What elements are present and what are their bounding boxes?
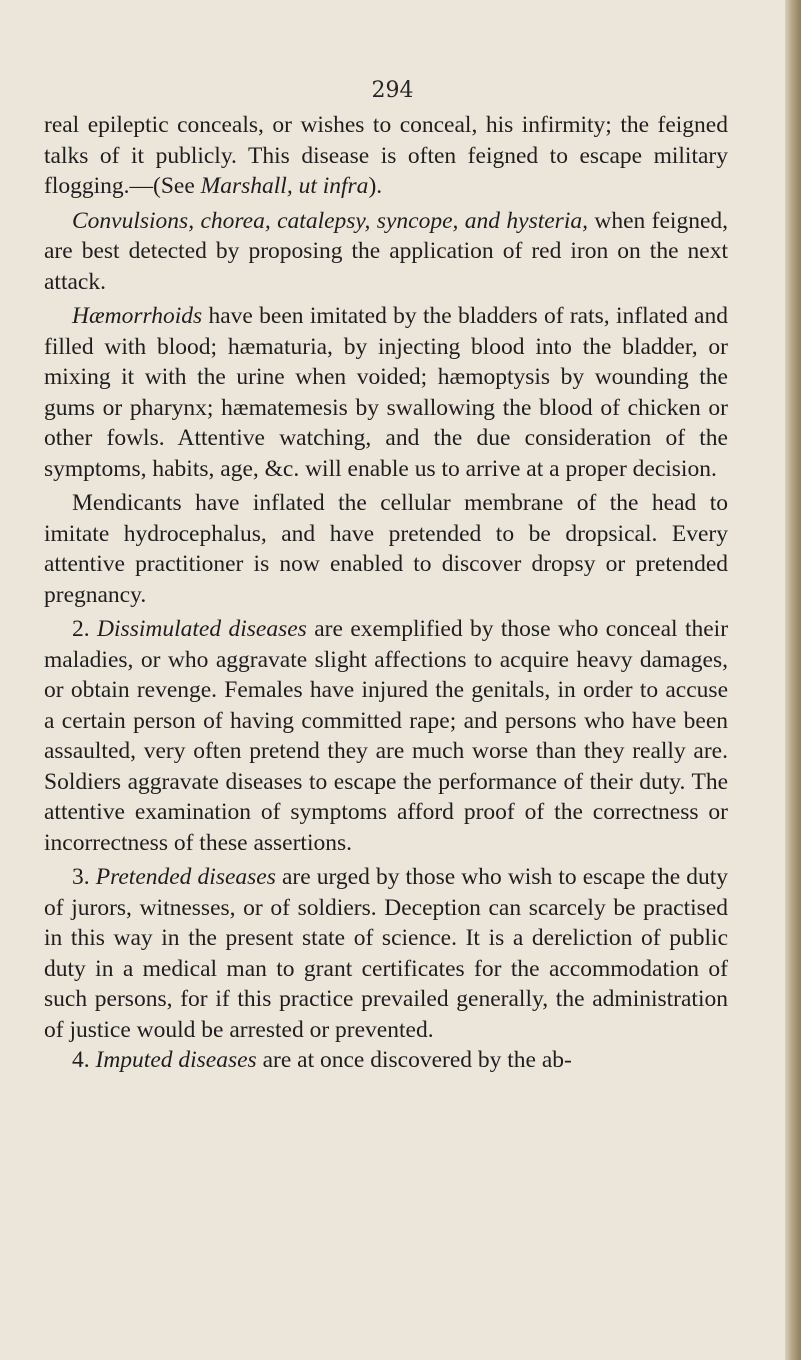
paragraph-dissimulated	[44, 614, 728, 858]
page-number: 294	[371, 78, 414, 103]
paragraph-lead: Dissimulated diseases	[97, 616, 307, 642]
paragraph-number: 3.	[72, 864, 90, 890]
paragraph-text: are urged by those who wish to escape the duty of jurors, witnesses, or of soldiers. Deception can scarcely be practised in this way in the present state of science. It is a dereliction of public duty in a medical man to grant certificates for the accommodation of such persons, for if this practice prevailed generally, the administration of justice would be arrested or prevented.	[44, 864, 729, 1043]
reference-citation: Marshall, ut infra	[200, 173, 369, 199]
paragraph-number: 4.	[72, 1047, 90, 1073]
paragraph-text: have been imitated by the bladders of rats, inflated and filled with blood; hæmaturia, by injecting blood into the bladder, or mixing it with the urine when voided; hæmoptysis by wounding the gums or pharynx; hæmatemesis by swallowing the blood of chicken or other fowls. Attentive watching, and the due consideration of the symptoms, habits, age, &c. will enable us to arrive at a proper decision.	[44, 303, 728, 482]
paragraph-mendicants	[44, 488, 728, 610]
paragraph-tail: ).	[368, 173, 383, 199]
paragraph-text: when feigned, are best detected by proposing the application of red iron on the next attack.	[44, 207, 728, 295]
paragraph-imputed	[44, 1045, 728, 1076]
paragraph-lead: Pretended diseases	[95, 864, 276, 890]
paragraph-text: real epileptic conceals, or wishes to conceal, his infirmity; the feigned talks of it publicly. This disease is often feigned to escape military flogging.—(See	[44, 112, 728, 199]
paragraph-lead: Imputed diseases	[95, 1047, 257, 1073]
binding-edge	[785, 0, 801, 1360]
paragraph-lead: Hæmorrhoids	[72, 303, 203, 329]
paragraph-lead: Convulsions, chorea, catalepsy, syncope, and hysteria,	[72, 207, 588, 234]
paragraph-haemorrhoids	[44, 301, 728, 484]
paragraph-convulsions	[44, 206, 728, 298]
paragraph-text: are at once discovered by the ab-	[256, 1047, 572, 1073]
paragraph-text: are exemplified by those who conceal their maladies, or who aggravate slight affections to acquire heavy damages, or obtain revenge. Females have injured the genitals, in order to accuse a certain person of having committed rape; and persons who have been assaulted, very often pretend they are much worse than they really are. Soldiers aggravate diseases to escape the performance of their duty. The attentive examination of symptoms afford proof of the correctness or incorrectness of these assertions.	[44, 616, 729, 856]
paragraph-number: 2.	[72, 616, 90, 642]
paragraph-text: Mendicants have inflated the cellular membrane of the head to imitate hydrocephalus, and have pretended to be dropsical. Every attentive practitioner is now enabled to discover dropsy or pretended pregnancy.	[44, 490, 728, 608]
paragraph-pretended	[44, 862, 728, 1045]
body-text	[44, 110, 728, 1076]
paragraph-epilepsy	[44, 110, 728, 202]
